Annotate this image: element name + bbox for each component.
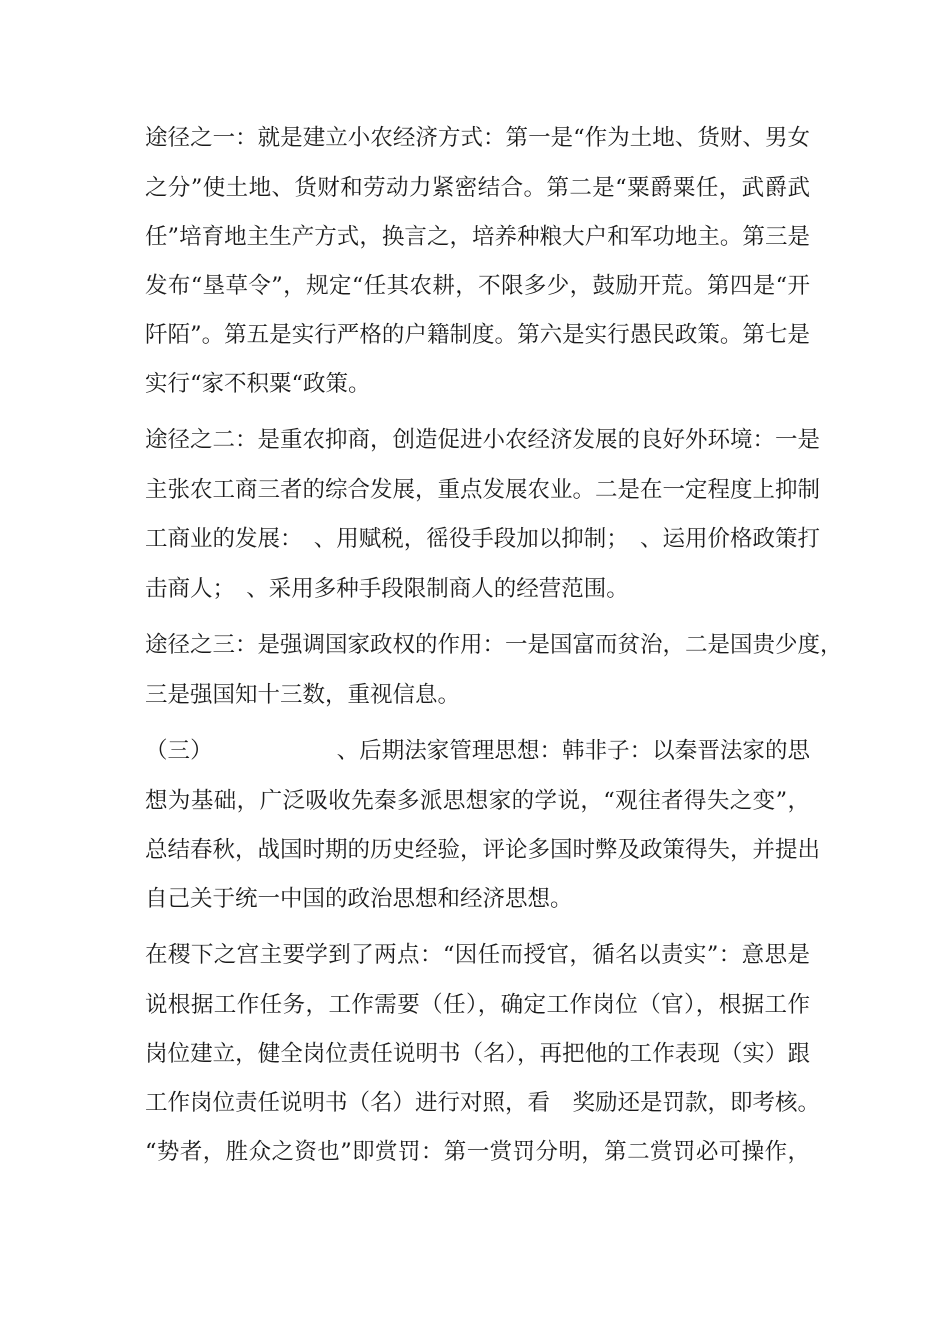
paragraph-1-line-2: 之分”使土地、货财和劳动力紧密结合。第二是“粟爵粟任，武爵武 xyxy=(145,175,810,201)
paragraph-3-line-1: 途径之三：是强调国家政权的作用：一是国富而贫治，二是国贵少度， xyxy=(145,632,843,658)
paragraph-4-line-2: 想为基础，广泛吸收先秦多派思想家的学说，“观往者得失之变”， xyxy=(145,788,810,814)
paragraph-4-line-1: （三） 、后期法家管理思想：韩非子：以秦晋法家的思 xyxy=(145,738,810,764)
paragraph-2-line-2: 主张农工商三者的综合发展，重点发展农业。二是在一定程度上抑制 xyxy=(145,477,821,503)
paragraph-1-line-6: 实行“家不积粟“政策。 xyxy=(145,371,371,397)
paragraph-4-line-3: 总结春秋，战国时期的历史经验，评论多国时弊及政策得失，并提出 xyxy=(145,837,821,863)
paragraph-3-line-2: 三是强国知十三数，重视信息。 xyxy=(145,682,461,708)
paragraph-2-line-3: 工商业的发展： 、用赋税，徭役手段加以抑制； 、运用价格政策打 xyxy=(145,526,821,552)
paragraph-2-line-1: 途径之二：是重农抑商，创造促进小农经济发展的良好外环境：一是 xyxy=(145,427,821,453)
paragraph-5-line-4: 工作岗位责任说明书（名）进行对照，看 奖励还是罚款，即考核。 xyxy=(145,1090,821,1116)
paragraph-5-line-2: 说根据工作任务，工作需要（任），确定工作岗位（官），根据工作 xyxy=(145,992,810,1018)
paragraph-5-line-3: 岗位建立，健全岗位责任说明书（名），再把他的工作表现（实）跟 xyxy=(145,1041,810,1067)
paragraph-5-line-1: 在稷下之宫主要学到了两点：“因任而授官，循名以责实”：意思是 xyxy=(145,942,810,968)
paragraph-1-line-4: 发布“垦草令”，规定“任其农耕，不限多少，鼓励开荒。第四是“开 xyxy=(145,273,810,299)
paragraph-5-line-5: “势者，胜众之资也”即赏罚：第一赏罚分明，第二赏罚必可操作， xyxy=(145,1139,810,1165)
paragraph-2-line-4: 击商人； 、采用多种手段限制商人的经营范围。 xyxy=(145,576,629,602)
paragraph-1-line-1: 途径之一：就是建立小农经济方式：第一是“作为土地、货财、男女 xyxy=(145,125,810,151)
paragraph-4-line-4: 自己关于统一中国的政治思想和经济思想。 xyxy=(145,886,573,912)
paragraph-1-line-5: 阡陌”。第五是实行严格的户籍制度。第六是实行愚民政策。第七是 xyxy=(145,322,810,348)
paragraph-1-line-3: 任”培育地主生产方式，换言之，培养种粮大户和军功地主。第三是 xyxy=(145,224,810,250)
